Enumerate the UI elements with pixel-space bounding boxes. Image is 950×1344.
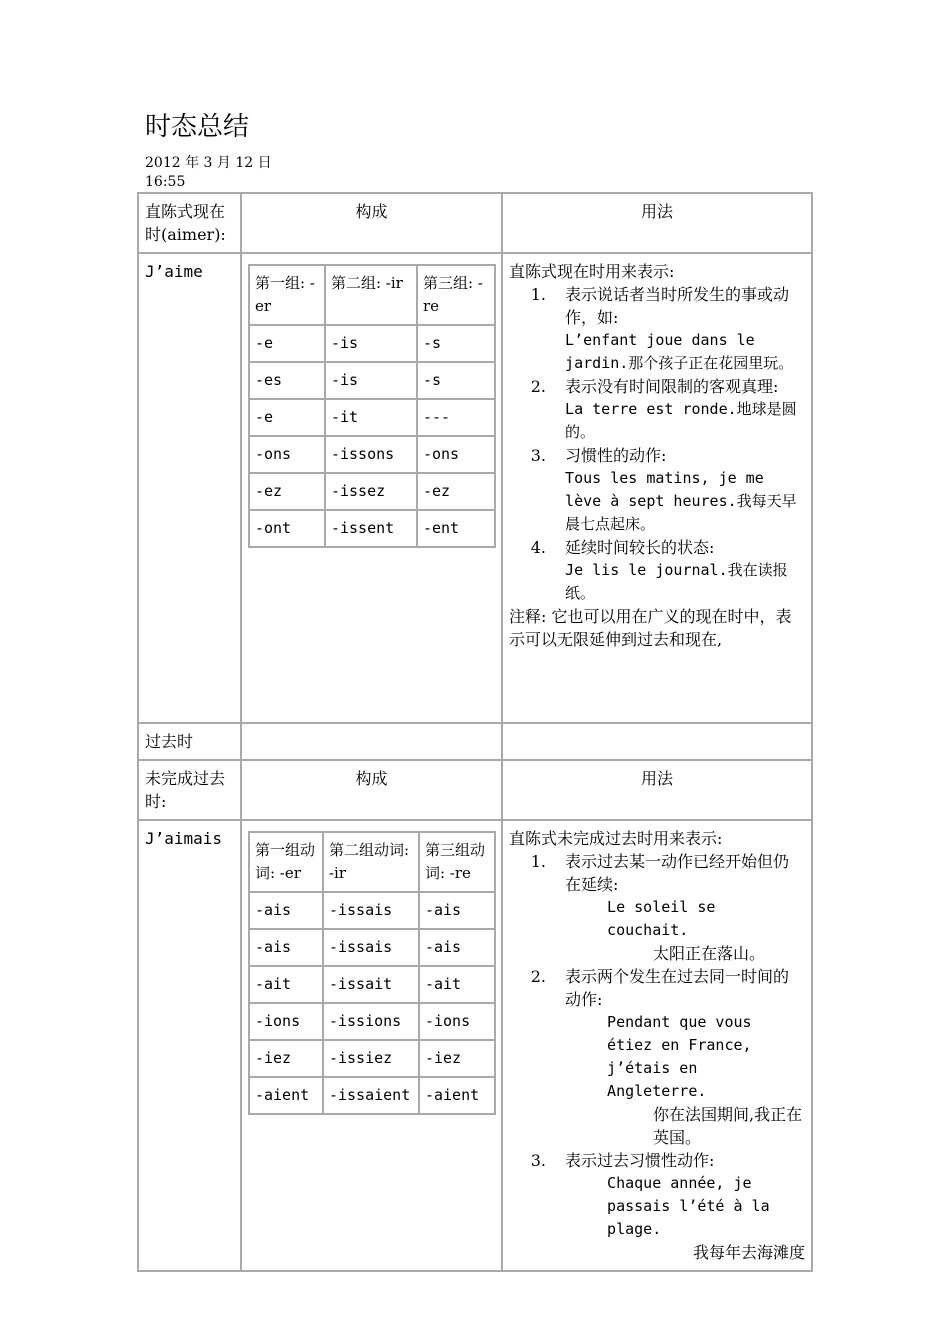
conj-cell: -is [325,325,417,362]
conj-cell: -ent [417,510,495,547]
conj-cell: -ais [249,929,323,966]
usage-header-cell: 用法 [502,193,812,253]
conj-cell: -ions [249,1003,323,1040]
conj-cell: -is [325,362,417,399]
usage-cell [502,820,812,1271]
conj-header: 第一组动词: -er [249,832,323,892]
conj-cell: -ont [249,510,325,547]
page-title: 时态总结 [145,112,250,142]
conj-cell: -ait [419,966,495,1003]
conjugation-table [248,831,496,1115]
conj-cell: -issons [325,436,417,473]
usage-text: 表示过去某一动作已经开始但仍在延续: [565,852,790,894]
conj-row [249,1077,495,1114]
conj-cell: -ez [249,473,325,510]
conj-cell: -iez [419,1040,495,1077]
usage-header-cell: 用法 [502,760,812,820]
usage-example: L’enfant joue dans le jardin.那个孩子正在花园里玩。 [565,331,794,372]
conj-cell: -e [249,399,325,436]
conj-row [249,436,495,473]
usage-item [551,1149,805,1264]
conj-row [249,1003,495,1040]
conj-cell: -iez [249,1040,323,1077]
conj-header-row [249,265,495,325]
conj-cell: -es [249,362,325,399]
usage-text: 表示两个发生在过去同一时间的动作: [565,967,790,1009]
usage-cell [502,253,812,723]
conj-cell: -ons [417,436,495,473]
conj-header: 第一组: -er [249,265,325,325]
conj-cell: -aient [249,1077,323,1114]
usage-text: 延续时间较长的状态: [565,538,715,557]
conj-row [249,892,495,929]
usage-note: 注释: 它也可以用在广义的现在时中，表示可以无限延伸到过去和现在, [509,607,792,649]
conj-cell: -e [249,325,325,362]
table-row [138,253,812,723]
usage-item [551,965,805,1149]
usage-text: 表示过去习惯性动作: [565,1151,715,1170]
conj-cell: -ais [249,892,323,929]
conj-header: 第三组动词: -re [419,832,495,892]
conjugation-cell [241,253,502,723]
conj-cell: --- [417,399,495,436]
conj-header: 第二组: -ir [325,265,417,325]
usage-list [509,283,805,605]
table-row [138,760,812,820]
usage-example: Pendant que vous étiez en France, j’étais en Angleterre. [607,1013,752,1100]
conj-cell: -ons [249,436,325,473]
conj-row [249,966,495,1003]
table-row [138,723,812,760]
conj-cell: -issent [325,510,417,547]
conjugation-cell [241,820,502,1271]
form-header-cell: 构成 [241,760,502,820]
usage-item [551,283,805,375]
conj-cell: -issions [323,1003,419,1040]
conj-cell: -ais [419,929,495,966]
usage-item [551,375,805,444]
tense-name-cell: 直陈式现在时(aimer): [138,193,241,253]
conj-cell: -issais [323,892,419,929]
note-date: 2012 年 3 月 12 日 [145,155,272,171]
conj-header: 第二组动词: -ir [323,832,419,892]
usage-example: La terre est ronde.地球是圆的。 [565,400,797,441]
conj-cell: -issait [323,966,419,1003]
empty-cell [241,723,502,760]
usage-translation: 我每年去海滩度 [692,1243,805,1262]
usage-translation: 太阳正在落山。 [653,944,766,963]
usage-item [551,850,805,965]
conj-cell: -issaient [323,1077,419,1114]
tense-name-cell: 未完成过去时: [138,760,241,820]
conj-row [249,325,495,362]
usage-item [551,536,805,605]
conj-cell: -aient [419,1077,495,1114]
conjugation-table [248,264,496,548]
conj-cell: -ez [417,473,495,510]
conj-row [249,1040,495,1077]
tense-summary-table [137,192,813,1272]
usage-example: Tous les matins, je me lève à sept heures.我每天早晨七点起床。 [565,469,797,533]
conj-cell: -ait [249,966,323,1003]
conj-cell: -ions [419,1003,495,1040]
usage-example: Le soleil se couchait. [607,898,716,939]
usage-intro: 直陈式现在时用来表示: [509,262,675,281]
conj-row [249,510,495,547]
example-verb-cell: J’aime [138,253,241,723]
conj-row [249,399,495,436]
conj-cell: -s [417,325,495,362]
table-row [138,820,812,1271]
empty-cell [502,723,812,760]
conj-cell: -issais [323,929,419,966]
conj-cell: -ais [419,892,495,929]
usage-text: 表示没有时间限制的客观真理: [565,377,779,396]
conj-row [249,929,495,966]
note-time: 16:55 [145,174,186,190]
usage-item [551,444,805,536]
conj-header-row [249,832,495,892]
usage-example: Je lis le journal.我在读报纸。 [565,561,788,602]
tense-name-cell: 过去时 [138,723,241,760]
usage-intro: 直陈式未完成过去时用来表示: [509,829,723,848]
conj-row [249,362,495,399]
usage-text: 表示说话者当时所发生的事或动作，如: [565,285,790,327]
conj-cell: -s [417,362,495,399]
usage-translation: 你在法国期间,我正在英国。 [653,1105,803,1147]
conj-cell: -it [325,399,417,436]
example-verb-cell: J’aimais [138,820,241,1271]
form-header-cell: 构成 [241,193,502,253]
usage-list [509,850,805,1264]
usage-text: 习惯性的动作: [565,446,667,465]
conj-header: 第三组: -re [417,265,495,325]
usage-example: Chaque année, je passais l’été à la plage. [607,1174,770,1238]
table-row [138,193,812,253]
conj-cell: -issez [325,473,417,510]
conj-row [249,473,495,510]
conj-cell: -issiez [323,1040,419,1077]
